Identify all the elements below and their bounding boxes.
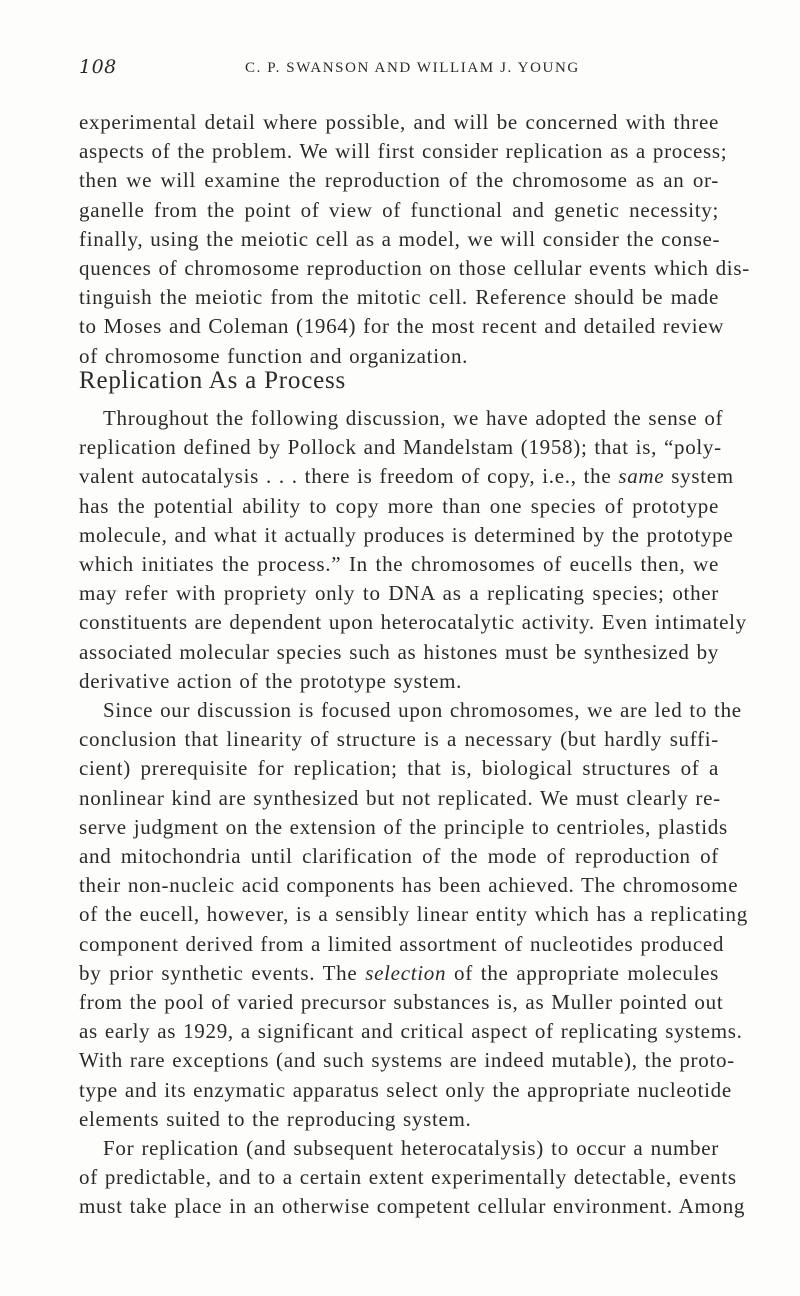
text-line: molecule, and what it actually produces is determined by the prototype (79, 522, 734, 547)
paragraph (79, 1134, 746, 1222)
text-line: of the eucell, however, is a sensibly linear entity which has a replicating (79, 902, 748, 927)
text-line: from the pool of varied precursor substances is, as Muller pointed out (79, 990, 724, 1015)
text-line: has the potential ability to copy more than one species of prototype (79, 493, 719, 518)
text-line: replication defined by Pollock and Mandelstam (1958); that is, “poly- (79, 435, 722, 460)
paragraph (79, 404, 747, 696)
text-line: quences of chromosome reproduction on those cellular events which dis- (79, 256, 750, 281)
text-line: tinguish the meiotic from the mitotic cell. Reference should be made (79, 285, 719, 310)
text-line: ganelle from the point of view of functional and genetic necessity; (79, 197, 719, 222)
section-heading: Replication As a Process (79, 367, 347, 394)
text-line: For replication (and subsequent heterocatalysis) to occur a number (103, 1136, 719, 1161)
text-line: serve judgment on the extension of the principle to centrioles, plastids (79, 814, 728, 839)
text-line: With rare exceptions (and such systems are indeed mutable), the proto- (79, 1048, 735, 1073)
text-line: by prior synthetic events. The selection of the appropriate molecules (79, 960, 719, 985)
text-line: aspects of the problem. We will first consider replication as a process; (79, 139, 728, 164)
text-line: of predictable, and to a certain extent experimentally detectable, events (79, 1165, 737, 1190)
text-line: Since our discussion is focused upon chromosomes, we are led to the (103, 698, 742, 723)
text-line: as early as 1929, a significant and critical aspect of replicating systems. (79, 1019, 743, 1044)
text-line: Throughout the following discussion, we have adopted the sense of (103, 406, 724, 430)
text-line: to Moses and Coleman (1964) for the most recent and detailed review (79, 314, 725, 339)
text-line: may refer with propriety only to DNA as a replicating species; other (79, 581, 719, 606)
text-line: nonlinear kind are synthesized but not replicated. We must clearly re- (79, 785, 721, 810)
text-line: elements suited to the reproducing system. (79, 1106, 472, 1131)
text-line: valent autocatalysis . . . there is freedom of copy, i.e., the same system (79, 464, 734, 489)
paragraph (79, 108, 750, 371)
text-line: associated molecular species such as histones must be synthesized by (79, 639, 719, 664)
emphasized-text: same (618, 464, 665, 489)
text-line: constituents are dependent upon heterocatalytic activity. Even intimately (79, 610, 747, 635)
section-body (79, 404, 748, 1222)
text-line: conclusion that linearity of structure is a necessary (but hardly suffi- (79, 727, 719, 752)
text-line: of chromosome function and organization. (79, 343, 469, 368)
text-line: type and its enzymatic apparatus select only the appropriate nucleotide (79, 1077, 732, 1102)
text-line: which initiates the process.” In the chromosomes of eucells then, we (79, 552, 719, 577)
page-number: 108 (79, 56, 117, 78)
text-line: must take place in an otherwise competent cellular environment. Among (79, 1194, 746, 1219)
text-line: finally, using the meiotic cell as a model, we will consider the conse- (79, 226, 721, 251)
paragraph (79, 696, 748, 1134)
text-line: then we will examine the reproduction of the chromosome as an or- (79, 168, 719, 193)
page-header (79, 56, 719, 86)
running-head: C. P. SWANSON AND WILLIAM J. YOUNG (245, 60, 580, 76)
text-line: cient) prerequisite for replication; that is, biological structures of a (79, 756, 719, 781)
text-line: experimental detail where possible, and will be concerned with three (79, 110, 719, 134)
text-line: and mitochondria until clarification of the mode of reproduction of (79, 844, 719, 869)
text-line: component derived from a limited assortment of nucleotides produced (79, 931, 725, 956)
emphasized-text: selection (365, 960, 447, 985)
text-line: derivative action of the prototype system. (79, 668, 463, 693)
intro-text (79, 108, 750, 371)
text-line: their non-nucleic acid components has been achieved. The chromosome (79, 873, 739, 898)
